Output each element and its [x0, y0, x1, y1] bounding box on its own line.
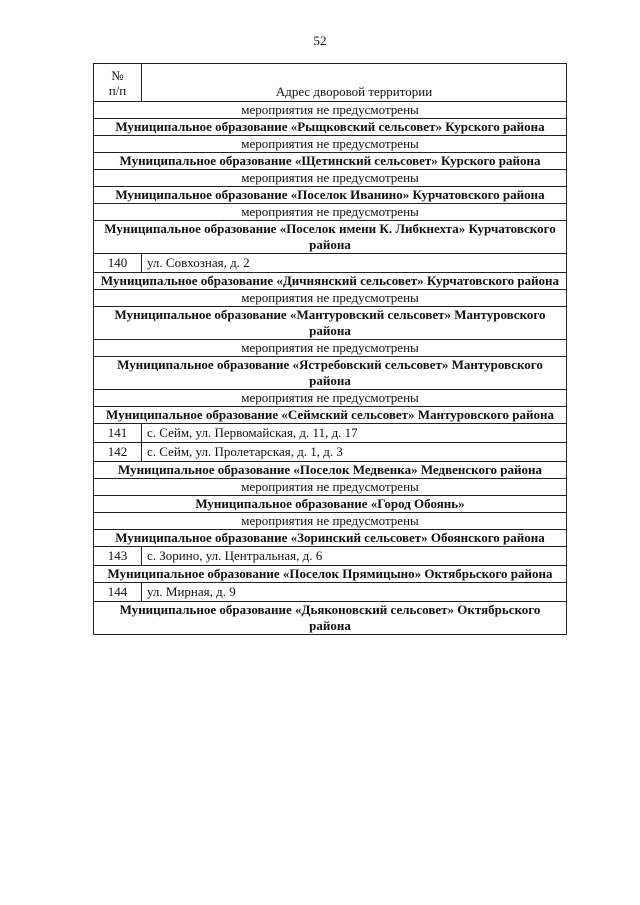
- municipality-heading-row: [94, 530, 567, 547]
- municipality-heading: Муниципальное образование «Ястребовский сельсовет» Мантуровского района: [94, 357, 567, 390]
- row-number-cell: 142: [94, 443, 142, 462]
- municipality-heading: Муниципальное образование «Щетинский сельсовет» Курского района: [94, 153, 567, 170]
- header-address-cell: Адрес дворовой территории: [142, 64, 567, 102]
- header-num-label: п/п: [108, 82, 127, 98]
- municipality-heading: Муниципальное образование «Город Обоянь»: [94, 496, 567, 513]
- header-num-cell: [94, 64, 142, 102]
- no-measures-note: мероприятия не предусмотрены: [94, 204, 567, 221]
- municipality-heading-row: [94, 119, 567, 136]
- municipality-heading: Муниципальное образование «Поселок Медвенка» Медвенского района: [94, 462, 567, 479]
- no-measures-note-row: [94, 290, 567, 307]
- no-measures-note: мероприятия не предусмотрены: [94, 170, 567, 187]
- row-address-cell: ул. Мирная, д. 9: [142, 583, 567, 602]
- row-address-cell: с. Сейм, ул. Первомайская, д. 11, д. 17: [142, 424, 567, 443]
- municipality-heading-row: [94, 566, 567, 583]
- address-table: [93, 63, 567, 635]
- no-measures-note: мероприятия не предусмотрены: [94, 136, 567, 153]
- table-row: [94, 547, 567, 566]
- municipality-heading-row: [94, 496, 567, 513]
- page-number: 52: [313, 33, 327, 48]
- municipality-heading: Муниципальное образование «Поселок Прямицыно» Октябрьского района: [94, 566, 567, 583]
- row-number-cell: 144: [94, 583, 142, 602]
- no-measures-note: мероприятия не предусмотрены: [94, 102, 567, 119]
- no-measures-note: мероприятия не предусмотрены: [94, 390, 567, 407]
- municipality-heading-row: [94, 462, 567, 479]
- row-address-cell: с. Зорино, ул. Центральная, д. 6: [142, 547, 567, 566]
- address-table-body: [94, 64, 567, 635]
- municipality-heading-row: [94, 221, 567, 254]
- municipality-heading: Муниципальное образование «Мантуровский сельсовет» Мантуровского района: [94, 307, 567, 340]
- row-address-cell: ул. Совхозная, д. 2: [142, 254, 567, 273]
- table-row: [94, 424, 567, 443]
- no-measures-note-row: [94, 340, 567, 357]
- municipality-heading: Муниципальное образование «Рыщковский сельсовет» Курского района: [94, 119, 567, 136]
- municipality-heading: Муниципальное образование «Дьяконовский сельсовет» Октябрьского района: [94, 602, 567, 635]
- municipality-heading-row: [94, 153, 567, 170]
- municipality-heading-row: [94, 187, 567, 204]
- no-measures-note-row: [94, 204, 567, 221]
- row-number-cell: 143: [94, 547, 142, 566]
- header-num-symbol: №: [111, 67, 124, 83]
- municipality-heading: Муниципальное образование «Поселок Иванино» Курчатовского района: [94, 187, 567, 204]
- municipality-heading-row: [94, 273, 567, 290]
- municipality-heading: Муниципальное образование «Сеймский сельсовет» Мантуровского района: [94, 407, 567, 424]
- table-header-row: [94, 64, 567, 102]
- no-measures-note: мероприятия не предусмотрены: [94, 290, 567, 307]
- municipality-heading-row: [94, 407, 567, 424]
- municipality-heading-row: [94, 357, 567, 390]
- no-measures-note-row: [94, 170, 567, 187]
- no-measures-note-row: [94, 102, 567, 119]
- table-row: [94, 254, 567, 273]
- municipality-heading: Муниципальное образование «Дичнянский сельсовет» Курчатовского района: [94, 273, 567, 290]
- table-row: [94, 583, 567, 602]
- no-measures-note-row: [94, 479, 567, 496]
- municipality-heading-row: [94, 307, 567, 340]
- row-number-cell: 141: [94, 424, 142, 443]
- no-measures-note-row: [94, 390, 567, 407]
- table-row: [94, 443, 567, 462]
- no-measures-note: мероприятия не предусмотрены: [94, 513, 567, 530]
- no-measures-note-row: [94, 513, 567, 530]
- row-address-cell: с. Сейм, ул. Пролетарская, д. 1, д. 3: [142, 443, 567, 462]
- row-number-cell: 140: [94, 254, 142, 273]
- no-measures-note-row: [94, 136, 567, 153]
- no-measures-note: мероприятия не предусмотрены: [94, 340, 567, 357]
- municipality-heading-row: [94, 602, 567, 635]
- municipality-heading: Муниципальное образование «Зоринский сельсовет» Обоянского района: [94, 530, 567, 547]
- municipality-heading: Муниципальное образование «Поселок имени К. Либкнехта» Курчатовского района: [94, 221, 567, 254]
- no-measures-note: мероприятия не предусмотрены: [94, 479, 567, 496]
